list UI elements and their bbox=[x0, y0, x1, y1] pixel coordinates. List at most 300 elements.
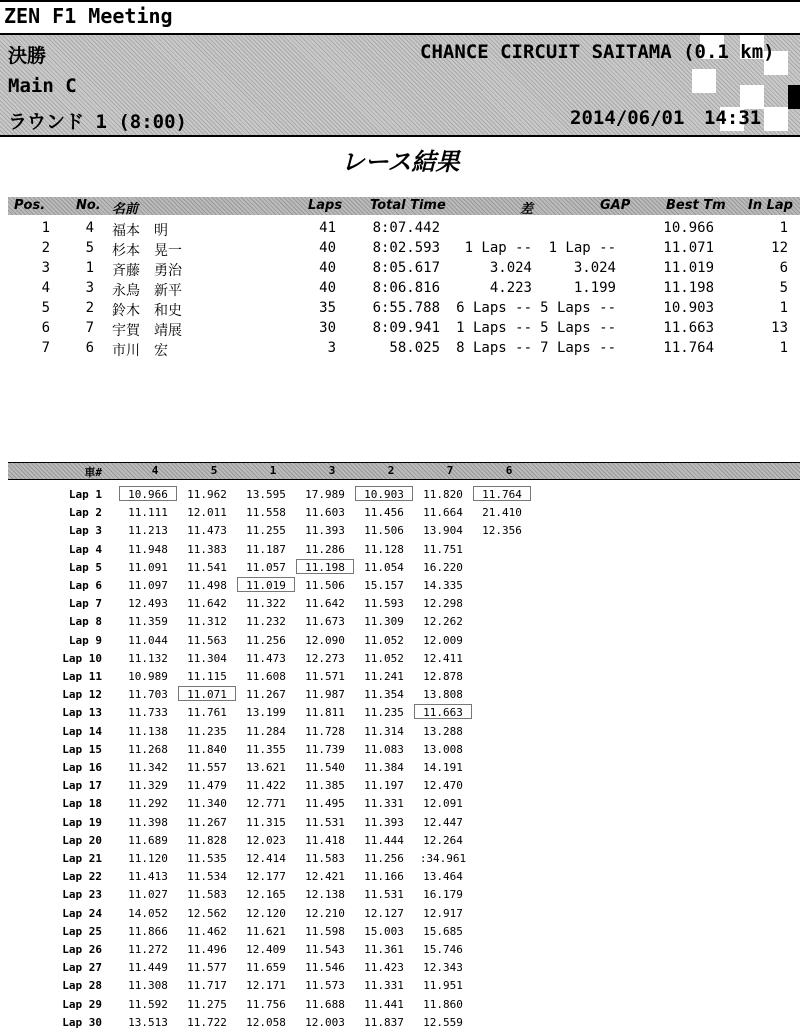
lap-time-cell: 12.171 bbox=[246, 979, 286, 993]
diff-cell: 4.223 bbox=[489, 280, 532, 296]
lap-time-cell: 11.531 bbox=[364, 888, 404, 902]
diff-cell: 6 Laps -- bbox=[456, 300, 532, 316]
lap-row bbox=[0, 741, 800, 759]
lap-row bbox=[0, 650, 800, 668]
lap-time-cell: 11.951 bbox=[423, 979, 463, 993]
lap-time-cell: 11.268 bbox=[128, 742, 168, 756]
col-pos: Pos. bbox=[14, 198, 46, 213]
lap-time-cell: 12.262 bbox=[423, 615, 463, 629]
in-lap-cell: 12 bbox=[771, 240, 788, 256]
lap-time-cell: 11.138 bbox=[128, 724, 168, 738]
lap-time-cell: 11.583 bbox=[187, 888, 227, 902]
lap-time-cell: 12.165 bbox=[246, 888, 286, 902]
lap-time-cell: 11.592 bbox=[128, 997, 168, 1011]
result-row bbox=[0, 320, 800, 340]
lap-time-cell: 11.558 bbox=[246, 506, 286, 520]
lap-time-cell: 11.717 bbox=[187, 979, 227, 993]
result-row bbox=[0, 300, 800, 320]
lap-time-cell: 12.011 bbox=[187, 506, 227, 520]
lap-row bbox=[0, 850, 800, 868]
checker-square bbox=[740, 85, 764, 109]
lap-time-cell: 11.241 bbox=[364, 670, 404, 683]
car-number-header: 1 bbox=[269, 464, 277, 477]
driver-name-cell: 杉本 晃一 bbox=[112, 243, 182, 259]
gap-cell: 3.024 bbox=[573, 260, 616, 276]
lap-time-cell: 16.179 bbox=[423, 888, 463, 902]
diff-cell: 1 Lap -- bbox=[464, 240, 532, 256]
lap-time-cell: 11.187 bbox=[246, 542, 286, 556]
lap-time-cell: 11.462 bbox=[187, 924, 227, 938]
total-time-cell: 8:05.617 bbox=[372, 260, 440, 276]
col-total: Total Time bbox=[370, 198, 446, 213]
lap-time-cell: 10.989 bbox=[128, 670, 168, 683]
lap-time-cell: 11.608 bbox=[246, 670, 286, 683]
lap-time-cell: 11.422 bbox=[246, 779, 286, 793]
lap-label: Lap 15 bbox=[62, 742, 102, 756]
laps-cell: 35 bbox=[319, 300, 336, 316]
lap-time-cell: 15.685 bbox=[423, 924, 463, 938]
lap-time-cell: 11.120 bbox=[128, 852, 168, 865]
driver-name-cell: 宇賀 靖展 bbox=[112, 323, 182, 339]
lap-label: Lap 6 bbox=[68, 579, 102, 592]
car-no-cell: 6 bbox=[85, 340, 94, 356]
lap-time-cell: 13.621 bbox=[246, 761, 286, 774]
lap-row bbox=[0, 868, 800, 886]
best-time-cell: 11.019 bbox=[663, 260, 714, 276]
lap-label: Lap 3 bbox=[68, 524, 102, 538]
lap-time-cell: 11.603 bbox=[305, 506, 345, 520]
lap-time-cell: 11.495 bbox=[305, 797, 345, 811]
lap-time-cell: 11.044 bbox=[128, 633, 168, 647]
lap-time-cell: 12.559 bbox=[423, 1015, 463, 1029]
lap-time-cell: 11.860 bbox=[423, 997, 463, 1011]
lap-time-cell: 11.837 bbox=[364, 1015, 404, 1029]
lap-row bbox=[0, 905, 800, 923]
lap-time-cell: 11.506 bbox=[305, 579, 345, 592]
lap-time-cell: 11.267 bbox=[246, 688, 286, 702]
col-best: Best Tm bbox=[666, 198, 726, 213]
lap-time-cell: 11.393 bbox=[305, 524, 345, 538]
lap-time-cell: 11.255 bbox=[246, 524, 286, 538]
lap-time-cell: 11.027 bbox=[128, 888, 168, 902]
lap-time-cell: 11.563 bbox=[187, 633, 227, 647]
car-number-header: 3 bbox=[328, 464, 336, 477]
lap-time-cell: 12.210 bbox=[305, 906, 345, 920]
lap-time-cell: 12.409 bbox=[246, 943, 286, 956]
lap-time-cell: 12.411 bbox=[423, 651, 463, 665]
lap-row bbox=[0, 795, 800, 813]
lap-row bbox=[0, 504, 800, 522]
lap-time-cell: 12.298 bbox=[423, 597, 463, 611]
lap-time-cell: 11.571 bbox=[305, 670, 345, 683]
car-no-cell: 2 bbox=[85, 300, 94, 316]
car-number-header: 4 bbox=[151, 464, 159, 477]
lap-row bbox=[0, 686, 800, 704]
lap-row bbox=[0, 941, 800, 959]
car-no-cell: 4 bbox=[85, 220, 94, 236]
lap-time-cell: 11.197 bbox=[364, 779, 404, 793]
lap-time-cell: 12.562 bbox=[187, 906, 227, 920]
lap-time-cell: 13.199 bbox=[246, 706, 286, 720]
lap-time-cell: 11.733 bbox=[128, 706, 168, 720]
lap-time-cell: 11.340 bbox=[187, 797, 227, 811]
car-no-cell: 7 bbox=[85, 320, 94, 336]
col-inlap: In Lap bbox=[748, 198, 793, 213]
lap-time-cell: 11.583 bbox=[305, 852, 345, 865]
lap-label: Lap 16 bbox=[62, 761, 102, 774]
lap-label: Lap 20 bbox=[62, 833, 102, 847]
lap-label: Lap 23 bbox=[62, 888, 102, 902]
lap-time-cell: 11.355 bbox=[246, 742, 286, 756]
lap-time-cell: 11.689 bbox=[128, 833, 168, 847]
col-name: 名前 bbox=[112, 202, 139, 217]
lap-time-cell: 11.057 bbox=[246, 560, 286, 574]
gap-cell: 5 Laps -- bbox=[540, 300, 616, 316]
lap-time-cell: 11.840 bbox=[187, 742, 227, 756]
diff-cell: 8 Laps -- bbox=[456, 340, 532, 356]
lap-time-cell: 11.393 bbox=[364, 815, 404, 829]
lap-time-cell: 11.312 bbox=[187, 615, 227, 629]
lap-time-cell: 12.356 bbox=[482, 524, 522, 538]
result-row bbox=[0, 280, 800, 300]
driver-name-cell: 鈴木 和史 bbox=[112, 303, 182, 319]
lap-time-cell: 12.447 bbox=[423, 815, 463, 829]
driver-name-cell: 福本 明 bbox=[112, 223, 168, 239]
lap-time-cell: 12.878 bbox=[423, 670, 463, 683]
lap-row bbox=[0, 832, 800, 850]
lap-time-cell: 15.746 bbox=[423, 943, 463, 956]
best-lap-cell: 11.198 bbox=[296, 559, 354, 574]
lap-time-cell: 12.470 bbox=[423, 779, 463, 793]
lap-time-cell: 11.331 bbox=[364, 797, 404, 811]
lap-time-cell: 11.441 bbox=[364, 997, 404, 1011]
lap-time-cell: 11.456 bbox=[364, 506, 404, 520]
best-time-cell: 10.903 bbox=[663, 300, 714, 316]
in-lap-cell: 5 bbox=[779, 280, 788, 296]
lap-time-cell: 13.595 bbox=[246, 488, 286, 501]
lap-label: Lap 29 bbox=[62, 997, 102, 1011]
lap-time-cell: 13.288 bbox=[423, 724, 463, 738]
result-row bbox=[0, 340, 800, 360]
lap-time-cell: 12.917 bbox=[423, 906, 463, 920]
lap-time-cell: 11.315 bbox=[246, 815, 286, 829]
lap-time-cell: 15.157 bbox=[364, 579, 404, 592]
car-number-header: 6 bbox=[505, 464, 513, 477]
lap-label: Lap 10 bbox=[62, 651, 102, 665]
lap-time-cell: 11.546 bbox=[305, 961, 345, 975]
pos-cell: 2 bbox=[41, 240, 50, 256]
lap-time-cell: 11.132 bbox=[128, 651, 168, 665]
lap-time-cell: 12.771 bbox=[246, 797, 286, 811]
total-time-cell: 8:02.593 bbox=[372, 240, 440, 256]
lap-time-cell: 11.235 bbox=[187, 724, 227, 738]
lap-label: Lap 22 bbox=[62, 870, 102, 884]
lap-time-cell: 11.820 bbox=[423, 488, 463, 501]
lap-label: Lap 14 bbox=[62, 724, 102, 738]
gap-cell: 1.199 bbox=[573, 280, 616, 296]
lap-row bbox=[0, 632, 800, 650]
lap-time-cell: 11.543 bbox=[305, 943, 345, 956]
lap-time-cell: 11.052 bbox=[364, 651, 404, 665]
col-gap: GAP bbox=[600, 198, 631, 213]
lap-label: Lap 17 bbox=[62, 779, 102, 793]
lap-time-cell: 11.418 bbox=[305, 833, 345, 847]
lap-time-cell: 11.540 bbox=[305, 761, 345, 774]
pos-cell: 5 bbox=[41, 300, 50, 316]
in-lap-cell: 1 bbox=[779, 220, 788, 236]
lap-time-cell: 12.343 bbox=[423, 961, 463, 975]
lap-time-cell: 12.264 bbox=[423, 833, 463, 847]
lap-time-cell: 11.703 bbox=[128, 688, 168, 702]
lap-row bbox=[0, 777, 800, 795]
laps-cell: 41 bbox=[319, 220, 336, 236]
lap-time-cell: 11.413 bbox=[128, 870, 168, 884]
lap-label: Lap 9 bbox=[68, 633, 102, 647]
pos-cell: 6 bbox=[41, 320, 50, 336]
lap-time-cell: 11.593 bbox=[364, 597, 404, 611]
car-no-cell: 3 bbox=[85, 280, 94, 296]
col-laps: Laps bbox=[308, 198, 343, 213]
class-name: Main C bbox=[8, 75, 77, 97]
lap-time-cell: 11.275 bbox=[187, 997, 227, 1011]
best-lap-cell: 11.019 bbox=[237, 577, 295, 592]
lap-label: Lap 27 bbox=[62, 961, 102, 975]
lap-time-cell: 11.496 bbox=[187, 943, 227, 956]
laps-cell: 40 bbox=[319, 240, 336, 256]
lap-time-cell: 11.314 bbox=[364, 724, 404, 738]
lap-time-cell: 12.414 bbox=[246, 852, 286, 865]
lap-label: Lap 30 bbox=[62, 1015, 102, 1029]
lap-time-cell: 11.751 bbox=[423, 542, 463, 556]
lap-time-cell: 14.335 bbox=[423, 579, 463, 592]
lap-time-cell: 12.273 bbox=[305, 651, 345, 665]
gap-cell: 5 Laps -- bbox=[540, 320, 616, 336]
lap-time-cell: 11.573 bbox=[305, 979, 345, 993]
lap-table-header bbox=[8, 462, 800, 480]
pos-cell: 1 bbox=[41, 220, 50, 236]
lap-label: Lap 25 bbox=[62, 924, 102, 938]
lap-time-cell: 11.659 bbox=[246, 961, 286, 975]
lap-time-cell: 11.256 bbox=[364, 852, 404, 865]
lap-time-cell: 11.166 bbox=[364, 870, 404, 884]
in-lap-cell: 6 bbox=[779, 260, 788, 276]
lap-time-cell: 11.728 bbox=[305, 724, 345, 738]
best-time-cell: 11.071 bbox=[663, 240, 714, 256]
lap-time-cell: 11.557 bbox=[187, 761, 227, 774]
lap-label: Lap 24 bbox=[62, 906, 102, 920]
lap-row bbox=[0, 814, 800, 832]
lap-time-cell: 12.023 bbox=[246, 833, 286, 847]
total-time-cell: 8:06.816 bbox=[372, 280, 440, 296]
lap-row bbox=[0, 959, 800, 977]
checker-square bbox=[692, 69, 716, 93]
lap-time-cell: 12.120 bbox=[246, 906, 286, 920]
lap-label: Lap 5 bbox=[68, 560, 102, 574]
lap-row bbox=[0, 541, 800, 559]
lap-time-cell: 11.267 bbox=[187, 815, 227, 829]
lap-time-cell: 11.866 bbox=[128, 924, 168, 938]
lap-row bbox=[0, 486, 800, 504]
lap-row bbox=[0, 1014, 800, 1032]
lap-time-cell: 11.054 bbox=[364, 560, 404, 574]
round-label: ラウンド 1 (8:00) bbox=[8, 111, 187, 133]
lap-time-cell: 11.286 bbox=[305, 542, 345, 556]
in-lap-cell: 1 bbox=[779, 340, 788, 356]
car-number-header: 7 bbox=[446, 464, 454, 477]
lap-time-cell: 11.398 bbox=[128, 815, 168, 829]
lap-time-cell: 11.962 bbox=[187, 488, 227, 501]
gap-cell: 1 Lap -- bbox=[548, 240, 616, 256]
lap-time-cell: 11.444 bbox=[364, 833, 404, 847]
lap-time-cell: 11.664 bbox=[423, 506, 463, 520]
lap-time-cell: 12.138 bbox=[305, 888, 345, 902]
driver-name-cell: 斉藤 勇治 bbox=[112, 263, 182, 279]
lap-time-cell: 11.761 bbox=[187, 706, 227, 720]
col-diff: 差 bbox=[520, 202, 534, 217]
lap-time-cell: 11.756 bbox=[246, 997, 286, 1011]
checker-square bbox=[788, 85, 800, 109]
lap-time-cell: 12.493 bbox=[128, 597, 168, 611]
lap-time-cell: 11.115 bbox=[187, 670, 227, 683]
lap-time-cell: 11.722 bbox=[187, 1015, 227, 1029]
car-number-header: 5 bbox=[210, 464, 218, 477]
lap-time-cell: 11.383 bbox=[187, 542, 227, 556]
best-lap-cell: 11.764 bbox=[473, 486, 531, 501]
lap-time-cell: 11.309 bbox=[364, 615, 404, 629]
lap-label: Lap 13 bbox=[62, 706, 102, 720]
lap-time-cell: 11.828 bbox=[187, 833, 227, 847]
lap-row bbox=[0, 559, 800, 577]
lap-label: Lap 26 bbox=[62, 943, 102, 956]
lap-label: Lap 12 bbox=[62, 688, 102, 702]
lap-time-cell: 11.479 bbox=[187, 779, 227, 793]
lap-time-cell: 11.598 bbox=[305, 924, 345, 938]
lap-row bbox=[0, 522, 800, 540]
laps-cell: 30 bbox=[319, 320, 336, 336]
lap-label: Lap 19 bbox=[62, 815, 102, 829]
car-number-label: 車# bbox=[84, 466, 102, 479]
lap-time-cell: 13.904 bbox=[423, 524, 463, 538]
lap-row bbox=[0, 886, 800, 904]
total-time-cell: 8:07.442 bbox=[372, 220, 440, 236]
lap-time-cell: 14.052 bbox=[128, 906, 168, 920]
lap-time-cell: 15.003 bbox=[364, 924, 404, 938]
lap-time-cell: 12.177 bbox=[246, 870, 286, 884]
lap-label: Lap 8 bbox=[68, 615, 102, 629]
lap-time-cell: 11.535 bbox=[187, 852, 227, 865]
lap-time-cell: 13.464 bbox=[423, 870, 463, 884]
lap-time-cell: 11.534 bbox=[187, 870, 227, 884]
lap-row bbox=[0, 759, 800, 777]
lap-row bbox=[0, 668, 800, 686]
lap-time-cell: 11.688 bbox=[305, 997, 345, 1011]
best-time-cell: 11.663 bbox=[663, 320, 714, 336]
lap-time-cell: 11.329 bbox=[128, 779, 168, 793]
in-lap-cell: 1 bbox=[779, 300, 788, 316]
lap-time-cell: 11.423 bbox=[364, 961, 404, 975]
diff-cell: 3.024 bbox=[489, 260, 532, 276]
car-no-cell: 5 bbox=[85, 240, 94, 256]
lap-label: Lap 7 bbox=[68, 597, 102, 611]
lap-time-cell: 11.322 bbox=[246, 597, 286, 611]
circuit-name: CHANCE CIRCUIT SAITAMA (0.1 km) bbox=[420, 41, 775, 63]
race-info-header bbox=[0, 33, 800, 137]
lap-time-cell: 11.111 bbox=[128, 506, 168, 520]
lap-time-cell: 11.232 bbox=[246, 615, 286, 629]
lap-row bbox=[0, 613, 800, 631]
lap-label: Lap 21 bbox=[62, 852, 102, 865]
best-lap-cell: 11.071 bbox=[178, 686, 236, 701]
lap-time-cell: 12.058 bbox=[246, 1015, 286, 1029]
lap-time-cell: 11.473 bbox=[187, 524, 227, 538]
lap-label: Lap 11 bbox=[62, 670, 102, 683]
lap-time-cell: 11.642 bbox=[305, 597, 345, 611]
lap-time-cell: 11.673 bbox=[305, 615, 345, 629]
lap-label: Lap 1 bbox=[68, 488, 102, 501]
lap-time-cell: 11.739 bbox=[305, 742, 345, 756]
gap-cell: 7 Laps -- bbox=[540, 340, 616, 356]
lap-time-cell: 11.213 bbox=[128, 524, 168, 538]
lap-time-cell: 17.989 bbox=[305, 488, 345, 501]
lap-time-cell: 12.003 bbox=[305, 1015, 345, 1029]
laps-cell: 40 bbox=[319, 260, 336, 276]
result-row bbox=[0, 240, 800, 260]
lap-time-cell: 11.948 bbox=[128, 542, 168, 556]
lap-time-cell: 11.498 bbox=[187, 579, 227, 592]
pos-cell: 3 bbox=[41, 260, 50, 276]
lap-time-cell: 11.577 bbox=[187, 961, 227, 975]
lap-row bbox=[0, 723, 800, 741]
lap-row bbox=[0, 996, 800, 1014]
lap-time-cell: 11.642 bbox=[187, 597, 227, 611]
lap-time-cell: 12.009 bbox=[423, 633, 463, 647]
lap-time-cell: 11.331 bbox=[364, 979, 404, 993]
pos-cell: 4 bbox=[41, 280, 50, 296]
in-lap-cell: 13 bbox=[771, 320, 788, 336]
driver-name-cell: 市川 宏 bbox=[112, 343, 168, 359]
lap-time-cell: 12.421 bbox=[305, 870, 345, 884]
event-title: ZEN F1 Meeting bbox=[4, 4, 173, 28]
lap-time-cell: 11.621 bbox=[246, 924, 286, 938]
lap-row bbox=[0, 704, 800, 722]
lap-time-cell: 11.272 bbox=[128, 943, 168, 956]
results-header bbox=[8, 197, 800, 215]
lap-time-cell: 11.308 bbox=[128, 979, 168, 993]
lap-time-cell: 11.292 bbox=[128, 797, 168, 811]
lap-row bbox=[0, 595, 800, 613]
total-time-cell: 6:55.788 bbox=[372, 300, 440, 316]
lap-time-cell: 11.811 bbox=[305, 706, 345, 720]
lap-time-cell: 11.354 bbox=[364, 688, 404, 702]
lap-time-cell: 11.987 bbox=[305, 688, 345, 702]
lap-time-cell: 11.541 bbox=[187, 560, 227, 574]
race-date: 2014/06/01 bbox=[570, 107, 685, 129]
lap-time-cell: 11.091 bbox=[128, 560, 168, 574]
lap-time-cell: 13.513 bbox=[128, 1015, 168, 1029]
lap-time-cell: 21.410 bbox=[482, 506, 522, 520]
lap-time-cell: 13.808 bbox=[423, 688, 463, 702]
best-lap-cell: 10.903 bbox=[355, 486, 413, 501]
lap-time-cell: 11.384 bbox=[364, 761, 404, 774]
lap-time-cell: 11.128 bbox=[364, 542, 404, 556]
lap-time-cell: 11.385 bbox=[305, 779, 345, 793]
pos-cell: 7 bbox=[41, 340, 50, 356]
lap-time-cell: 11.359 bbox=[128, 615, 168, 629]
lap-time-cell: 11.083 bbox=[364, 742, 404, 756]
diff-cell: 1 Laps -- bbox=[456, 320, 532, 336]
lap-label: Lap 28 bbox=[62, 979, 102, 993]
lap-label: Lap 18 bbox=[62, 797, 102, 811]
